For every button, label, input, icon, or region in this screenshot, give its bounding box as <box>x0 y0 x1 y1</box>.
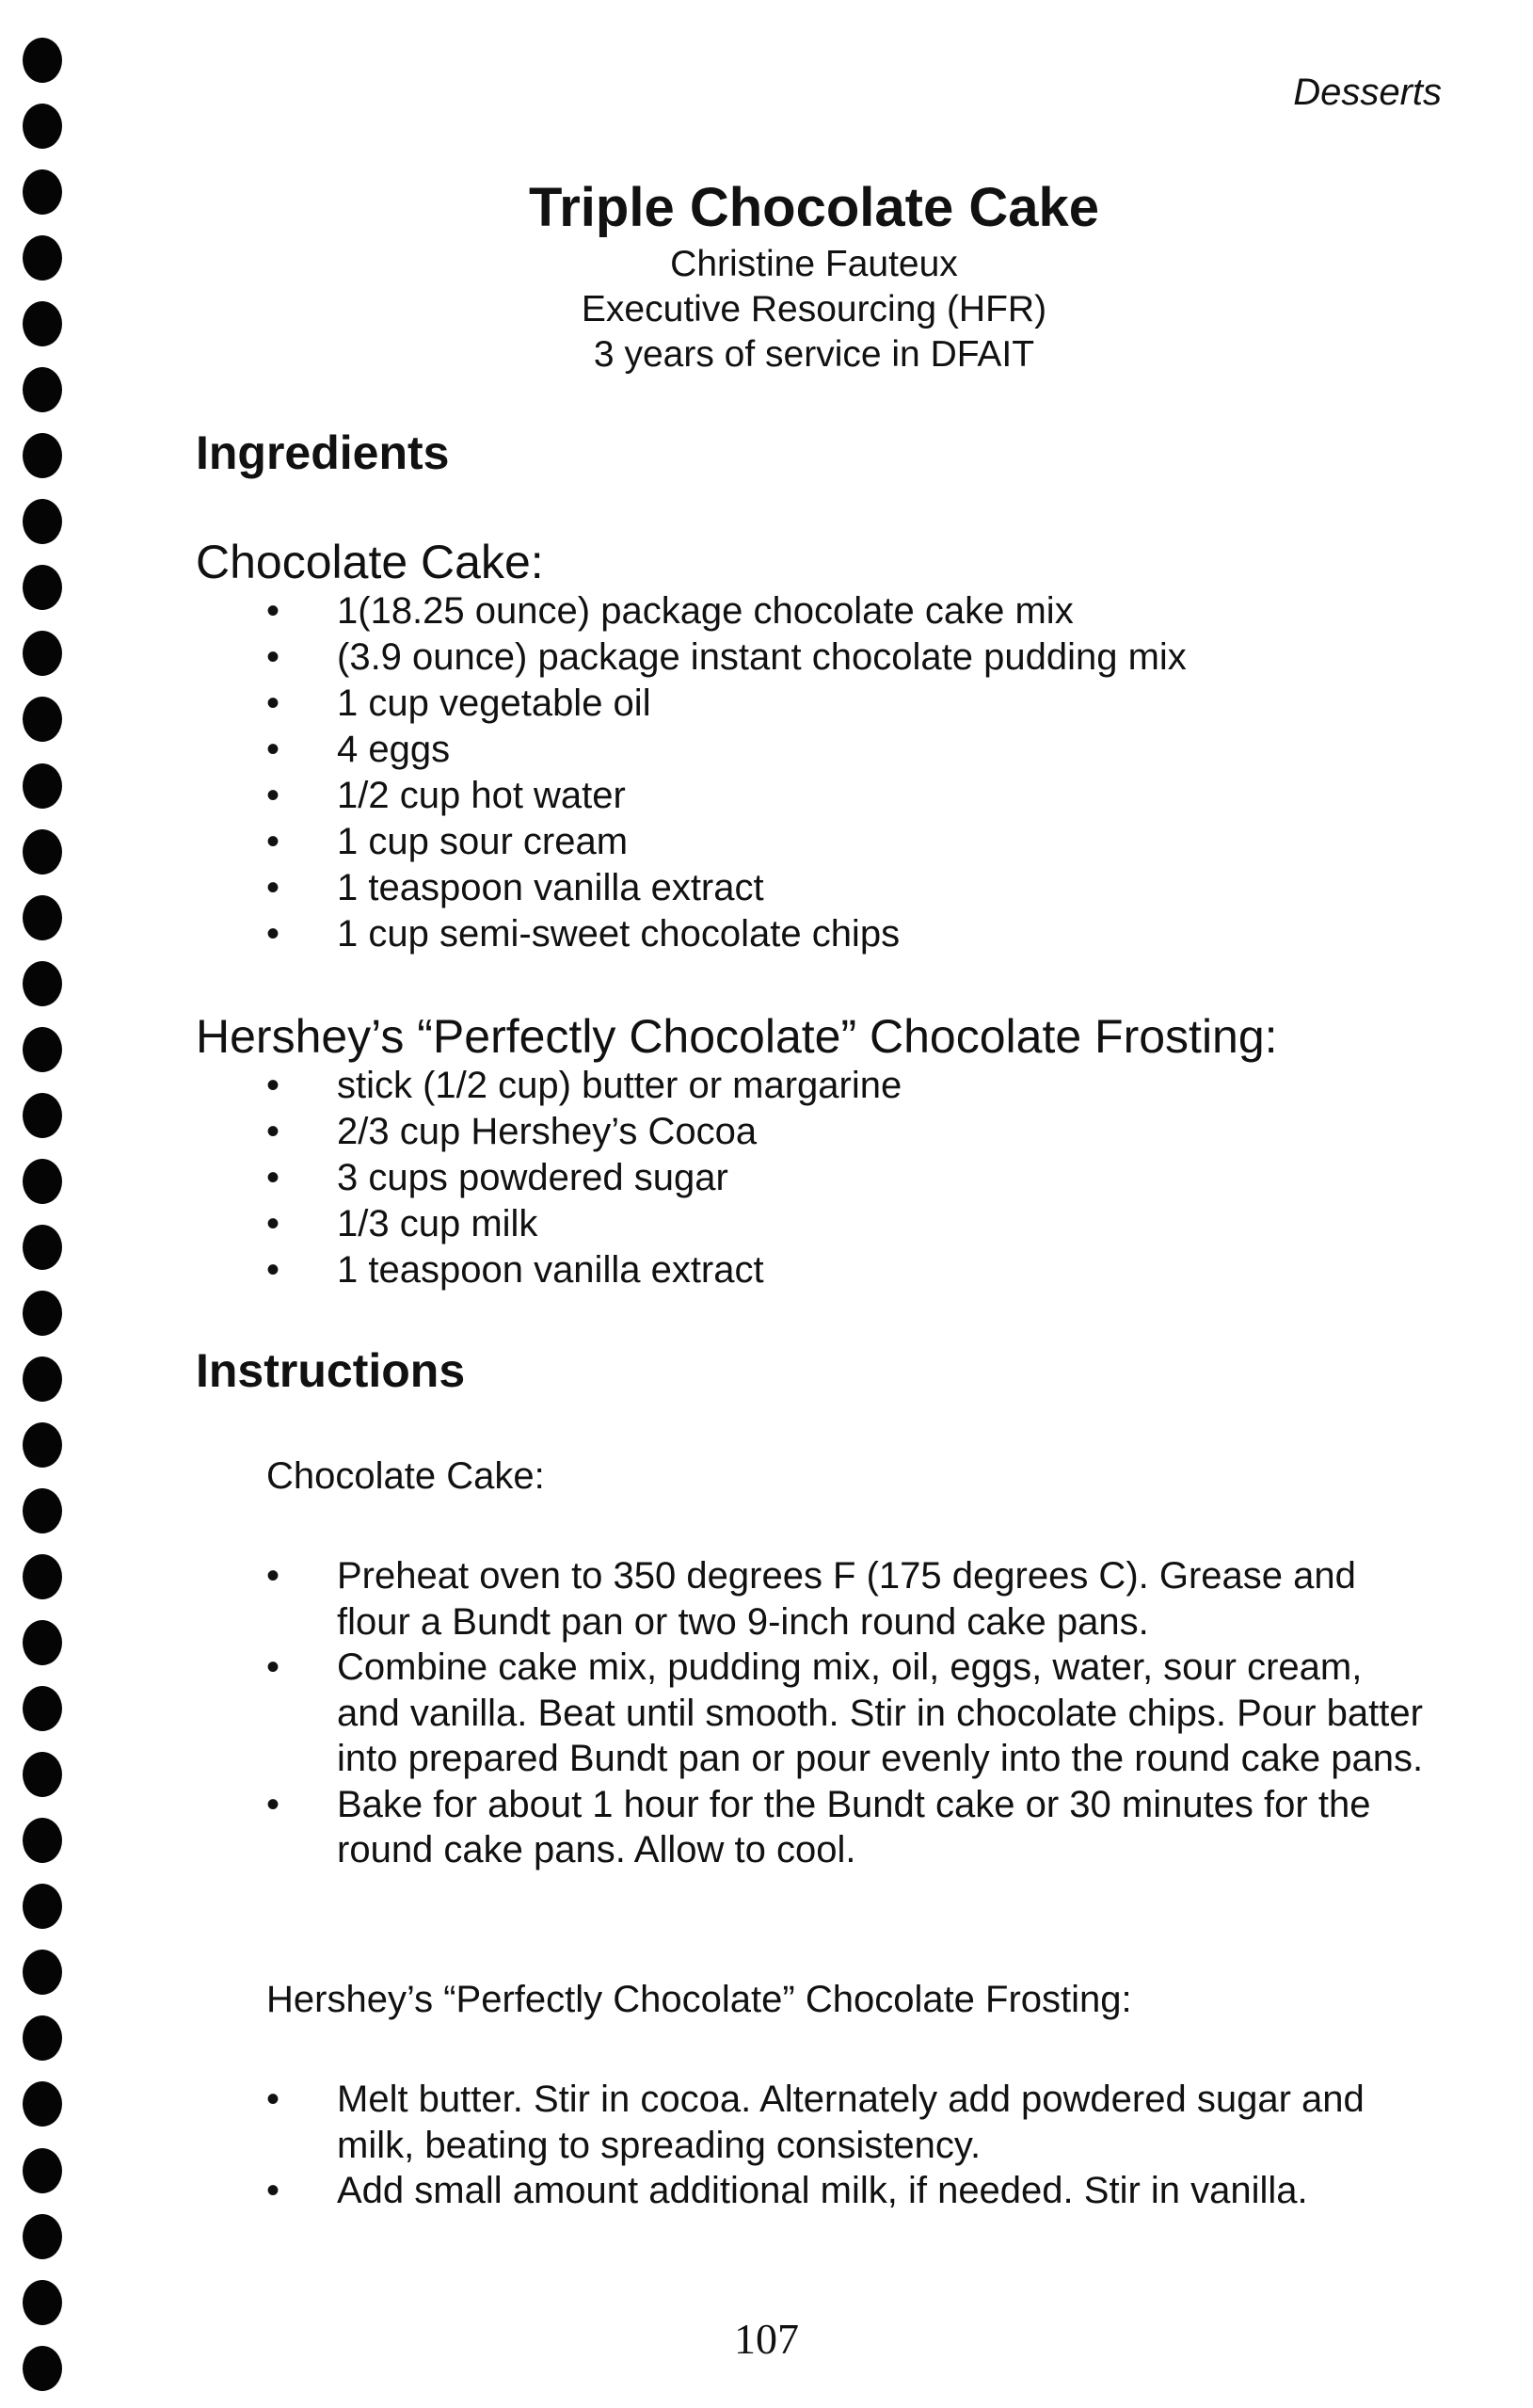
spiral-binding <box>19 38 66 2391</box>
frosting-step-list <box>266 2077 1424 2214</box>
binding-hole <box>23 829 62 875</box>
cake-instructions-label: Chocolate Cake: <box>266 1455 545 1497</box>
page-number: 107 <box>734 2315 799 2363</box>
cake-ingredients-label: Chocolate Cake: <box>196 536 544 588</box>
binding-hole <box>23 301 62 346</box>
instructions-heading: Instructions <box>196 1344 466 1397</box>
binding-hole <box>23 1291 62 1336</box>
ingredient-item: • (3.9 ounce) package instant chocolate pudding mix <box>266 634 1187 681</box>
binding-hole <box>23 104 62 149</box>
binding-hole <box>23 169 62 215</box>
instruction-step: • Add small amount additional milk, if needed. Stir in vanilla. <box>266 2168 1424 2214</box>
instruction-step: • Bake for about 1 hour for the Bundt cake or 30 minutes for the round cake pans. Allow to cool. <box>266 1782 1424 1873</box>
binding-hole <box>23 1159 62 1204</box>
binding-hole <box>23 1422 62 1468</box>
binding-hole <box>23 1093 62 1138</box>
recipe-title: Triple Chocolate Cake <box>529 177 1099 238</box>
binding-hole <box>23 1752 62 1797</box>
binding-hole <box>23 895 62 940</box>
binding-hole <box>23 499 62 544</box>
binding-hole <box>23 1950 62 1995</box>
ingredient-item: • 1/2 cup hot water <box>266 773 1187 819</box>
binding-hole <box>23 1225 62 1270</box>
ingredients-heading: Ingredients <box>196 426 450 479</box>
binding-hole <box>23 697 62 742</box>
ingredient-item: • 1(18.25 ounce) package chocolate cake mix <box>266 588 1187 634</box>
binding-hole <box>23 2015 62 2061</box>
binding-hole <box>23 2081 62 2127</box>
ingredient-item: • 2/3 cup Hershey’s Cocoa <box>266 1109 902 1155</box>
ingredient-item: • 3 cups powdered sugar <box>266 1155 902 1201</box>
binding-hole <box>23 961 62 1006</box>
binding-hole <box>23 2214 62 2259</box>
ingredient-item: • 1 cup semi-sweet chocolate chips <box>266 911 1187 957</box>
author-name: Christine Fauteux <box>670 244 958 284</box>
frosting-ingredient-list <box>266 1063 902 1293</box>
binding-hole <box>23 235 62 281</box>
binding-hole <box>23 763 62 809</box>
ingredient-item: • 1 cup sour cream <box>266 819 1187 865</box>
ingredient-item: • 1/3 cup milk <box>266 1201 902 1247</box>
section-label: Desserts <box>1293 72 1442 113</box>
ingredient-item: • 1 cup vegetable oil <box>266 681 1187 727</box>
binding-hole <box>23 367 62 412</box>
binding-hole <box>23 1884 62 1929</box>
binding-hole <box>23 1620 62 1665</box>
binding-hole <box>23 2148 62 2193</box>
frosting-ingredients-label: Hershey’s “Perfectly Chocolate” Chocolate Frosting: <box>196 1010 1278 1063</box>
cake-step-list <box>266 1553 1424 1873</box>
instruction-step: • Melt butter. Stir in cocoa. Alternately add powdered sugar and milk, beating to spreading consistency. <box>266 2077 1424 2168</box>
ingredient-item: • 1 teaspoon vanilla extract <box>266 1247 902 1293</box>
ingredient-item: • 1 teaspoon vanilla extract <box>266 865 1187 911</box>
binding-hole <box>23 565 62 610</box>
author-department: Executive Resourcing (HFR) <box>581 289 1047 329</box>
binding-hole <box>23 1027 62 1072</box>
binding-hole <box>23 1686 62 1731</box>
ingredient-item: • stick (1/2 cup) butter or margarine <box>266 1063 902 1109</box>
binding-hole <box>23 1818 62 1863</box>
binding-hole <box>23 1554 62 1599</box>
binding-hole <box>23 631 62 676</box>
binding-hole <box>23 38 62 83</box>
frosting-instructions-label: Hershey’s “Perfectly Chocolate” Chocolate Frosting: <box>266 1979 1132 2020</box>
binding-hole <box>23 1488 62 1533</box>
ingredient-item: • 4 eggs <box>266 727 1187 773</box>
author-service: 3 years of service in DFAIT <box>593 334 1035 375</box>
instruction-step: • Combine cake mix, pudding mix, oil, eggs, water, sour cream, and vanilla. Beat until smooth. Stir in chocolate chips. Pour batter into prepared Bundt pan or pour evenly into the round cake pans. <box>266 1645 1424 1782</box>
binding-hole <box>23 433 62 478</box>
binding-hole <box>23 1357 62 1402</box>
instruction-step: • Preheat oven to 350 degrees F (175 degrees C). Grease and flour a Bundt pan or two 9-inch round cake pans. <box>266 1553 1424 1645</box>
recipe-header <box>376 174 1252 377</box>
cake-ingredient-list <box>266 588 1187 957</box>
